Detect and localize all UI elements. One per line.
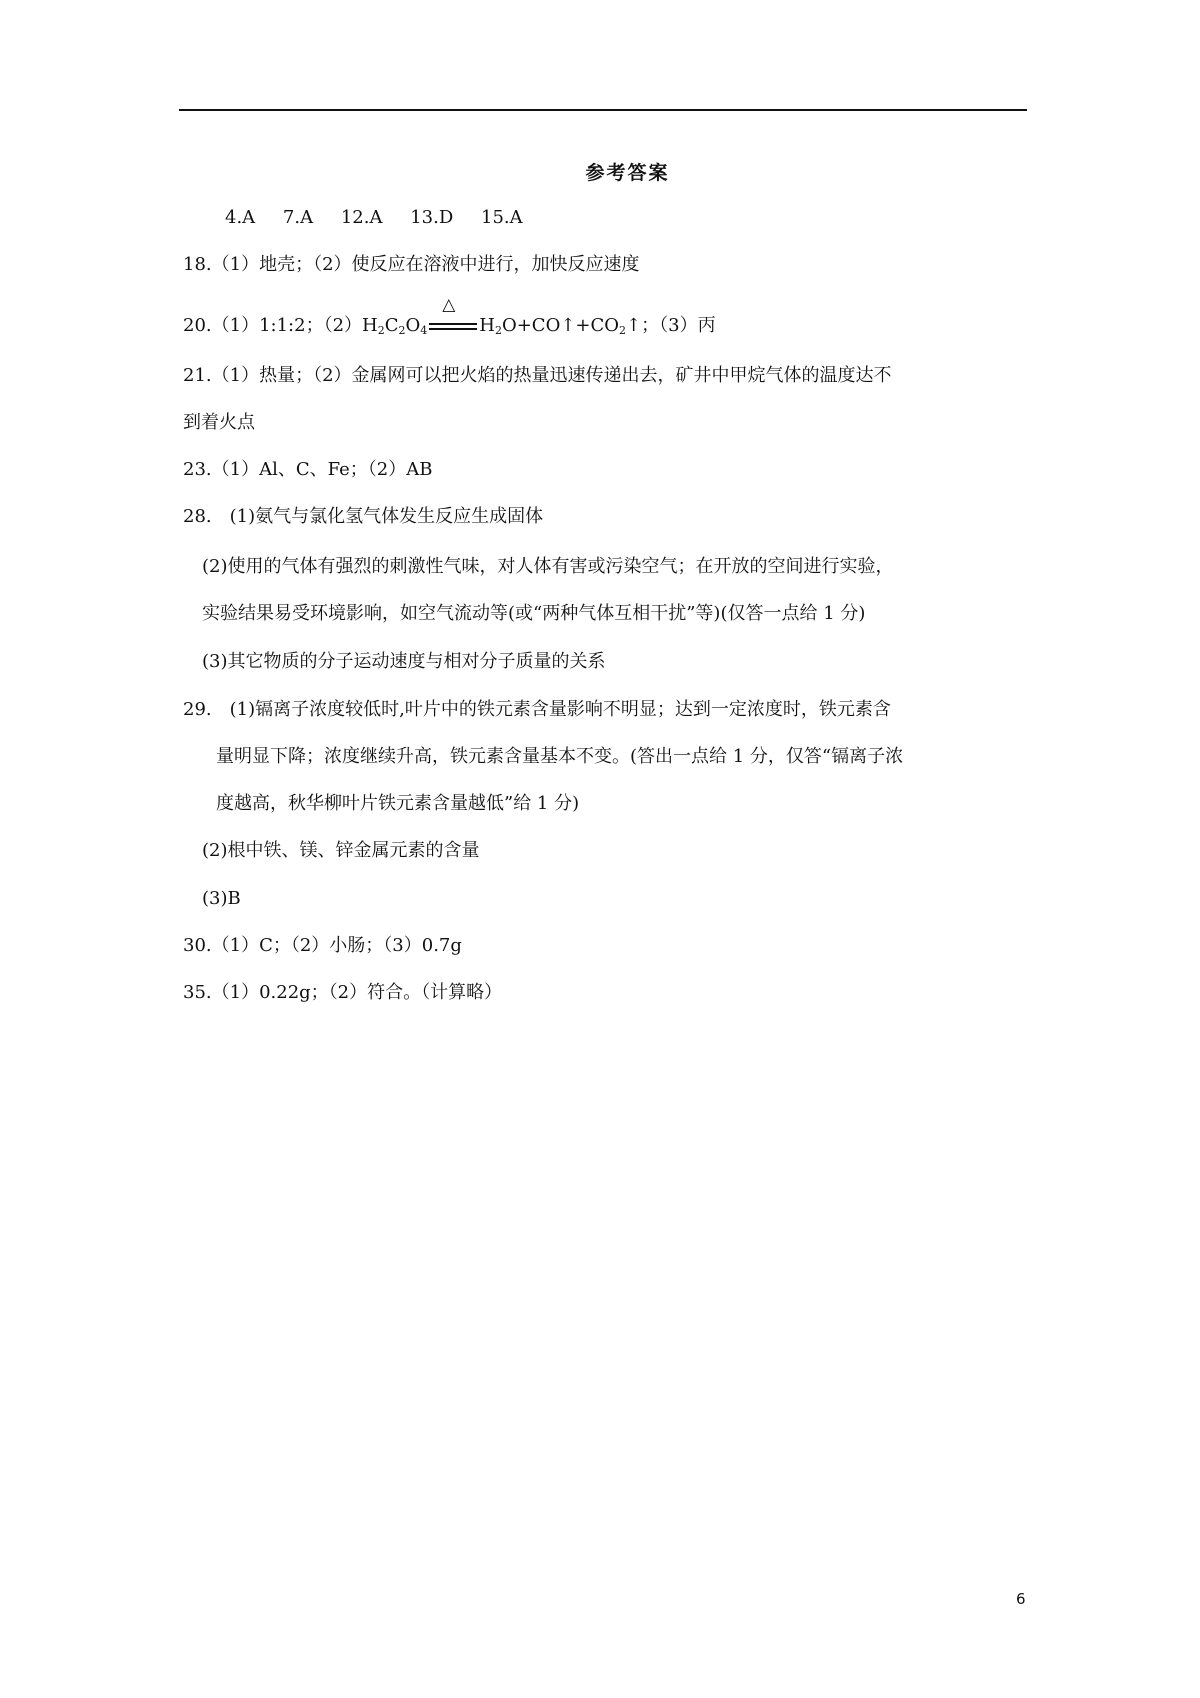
answer-29-line1: 29. (1)镉离子浓度较低时,叶片中的铁元素含量影响不明显；达到一定浓度时，铁元素含 [183,699,891,720]
answer-28-line2: (2)使用的气体有强烈的刺激性气味，对人体有害或污染空气；在开放的空间进行实验， [202,556,894,577]
answer-29-line4: (2)根中铁、镁、锌金属元素的含量 [202,840,480,861]
answer-20-suffix: ↑；（3）丙 [626,315,716,336]
page-title: 参考答案 [585,162,670,184]
answer-21-line1: 21.（1）热量；（2）金属网可以把火焰的热量迅速传递出去，矿井中甲烷气体的温度达不 [183,365,892,386]
formula-subscript: 4 [420,324,428,337]
answer-28-line4: (3)其它物质的分子运动速度与相对分子质量的关系 [202,651,606,672]
formula-part: H [362,315,378,336]
heating-equals-sign [429,295,477,333]
answer-29-line3: 度越高，秋华柳叶片铁元素含量越低”给 1 分) [216,793,580,814]
answer-29-line5: (3)B [202,888,241,909]
answer-20-prefix: 20.（1）1:1:2；（2） [183,315,363,336]
answer-28-line1: 28. (1)氨气与氯化氢气体发生反应生成固体 [183,506,544,527]
answer-21-line2: 到着火点 [183,412,255,433]
answer-23: 23.（1）Al、C、Fe；（2）AB [183,459,433,480]
mc-answer: 13.D [410,207,454,228]
header-rule [179,109,1027,111]
formula-product [479,315,626,336]
heat-triangle-icon: △ [442,295,456,315]
mc-answer: 12.A [340,207,383,228]
page-number: 6 [1016,1590,1026,1608]
formula-subscript: 2 [377,324,385,337]
formula-reactant [362,315,427,336]
formula-subscript: 2 [619,324,627,337]
formula-subscript: 2 [494,324,502,337]
formula-part: O+CO↑+CO [501,315,620,336]
mc-answer: 7.A [282,207,314,228]
answer-28-line3: 实验结果易受环境影响，如空气流动等(或“两种气体互相干扰”等)(仅答一点给 1 分) [202,603,866,624]
mc-answer: 15.A [481,207,523,228]
formula-part: H [479,315,495,336]
answer-30: 30.（1）C；（2）小肠；（3）0.7g [183,935,462,956]
answer-18: 18.（1）地壳；（2）使反应在溶液中进行，加快反应速度 [183,254,640,275]
formula-subscript: 2 [398,324,406,337]
mc-answers [225,206,545,230]
answer-29-line2: 量明显下降；浓度继续升高，铁元素含量基本不变。(答出一点给 1 分，仅答“镉离子浓 [216,746,904,767]
mc-answer: 4.A [225,207,256,228]
formula-part: C [384,315,399,336]
answer-35: 35.（1）0.22g；（2）符合。（计算略） [183,982,503,1003]
answer-20 [183,295,716,343]
formula-part: O [405,315,421,336]
